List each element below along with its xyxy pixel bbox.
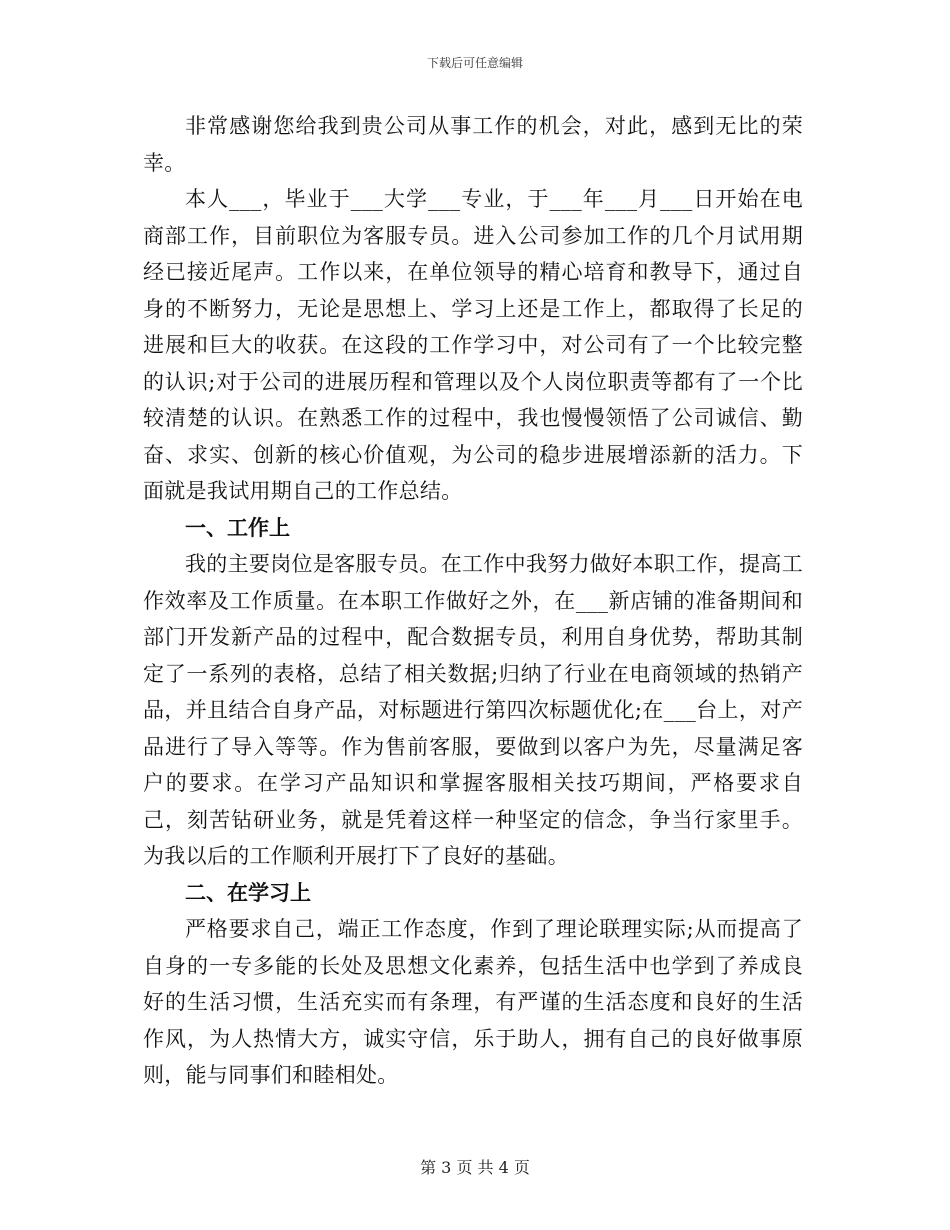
section-heading-work: 一、工作上	[185, 515, 290, 540]
page-header: 下载后可任意编辑	[426, 56, 523, 70]
paragraph-thanks: 非常感谢您给我到贵公司从事工作的机会，对此，感到无比的荣幸。	[143, 114, 803, 175]
section-heading-study: 二、在学习上	[185, 880, 311, 905]
paragraph-introduction: 本人___，毕业于___大学___专业，于___年___月___日开始在电商部工作，目前职位为客服专员。进入公司参加工作的几个月试用期经已接近尾声。工作以来，在单位领导的精心培育和教导下，通过自身的不断努力，无论是思想上、学习上还是工作上，都取得了长足的进展和巨大的收获。在这段的工作学习中，对公司有了一个比较完整的认识;对于公司的进展历程和管理以及个人岗位职责等都有了一个比较清楚的认识。在熟悉工作的过程中，我也慢慢领悟了公司诚信、勤奋、求实、创新的核心价值观，为公司的稳步进展增添新的活力。下面就是我试用期自己的工作总结。	[143, 187, 803, 503]
document-body	[143, 108, 803, 1094]
paragraph-work: 我的主要岗位是客服专员。在工作中我努力做好本职工作，提高工作效率及工作质量。在本职工作做好之外，在___新店铺的准备期间和部门开发新产品的过程中，配合数据专员，利用自身优势，帮助其制定了一系列的表格，总结了相关数据;归纳了行业在电商领域的热销产品，并且结合自身产品，对标题进行第四次标题优化;在___台上，对产品进行了导入等等。作为售前客服，要做到以客户为先，尽量满足客户的要求。在学习产品知识和掌握客服相关技巧期间，严格要求自己，刻苦钻研业务，就是凭着这样一种坚定的信念，争当行家里手。为我以后的工作顺利开展打下了良好的基础。	[143, 552, 803, 868]
page-number: 第 3 页 共 4 页	[420, 1158, 530, 1177]
paragraph-study: 严格要求自己，端正工作态度，作到了理论联理实际;从而提高了自身的一专多能的长处及思想文化素养，包括生活中也学到了养成良好的生活习惯，生活充实而有条理，有严谨的生活态度和良好的生活作风，为人热情大方，诚实守信，乐于助人，拥有自己的良好做事原则，能与同事们和睦相处。	[143, 917, 803, 1087]
